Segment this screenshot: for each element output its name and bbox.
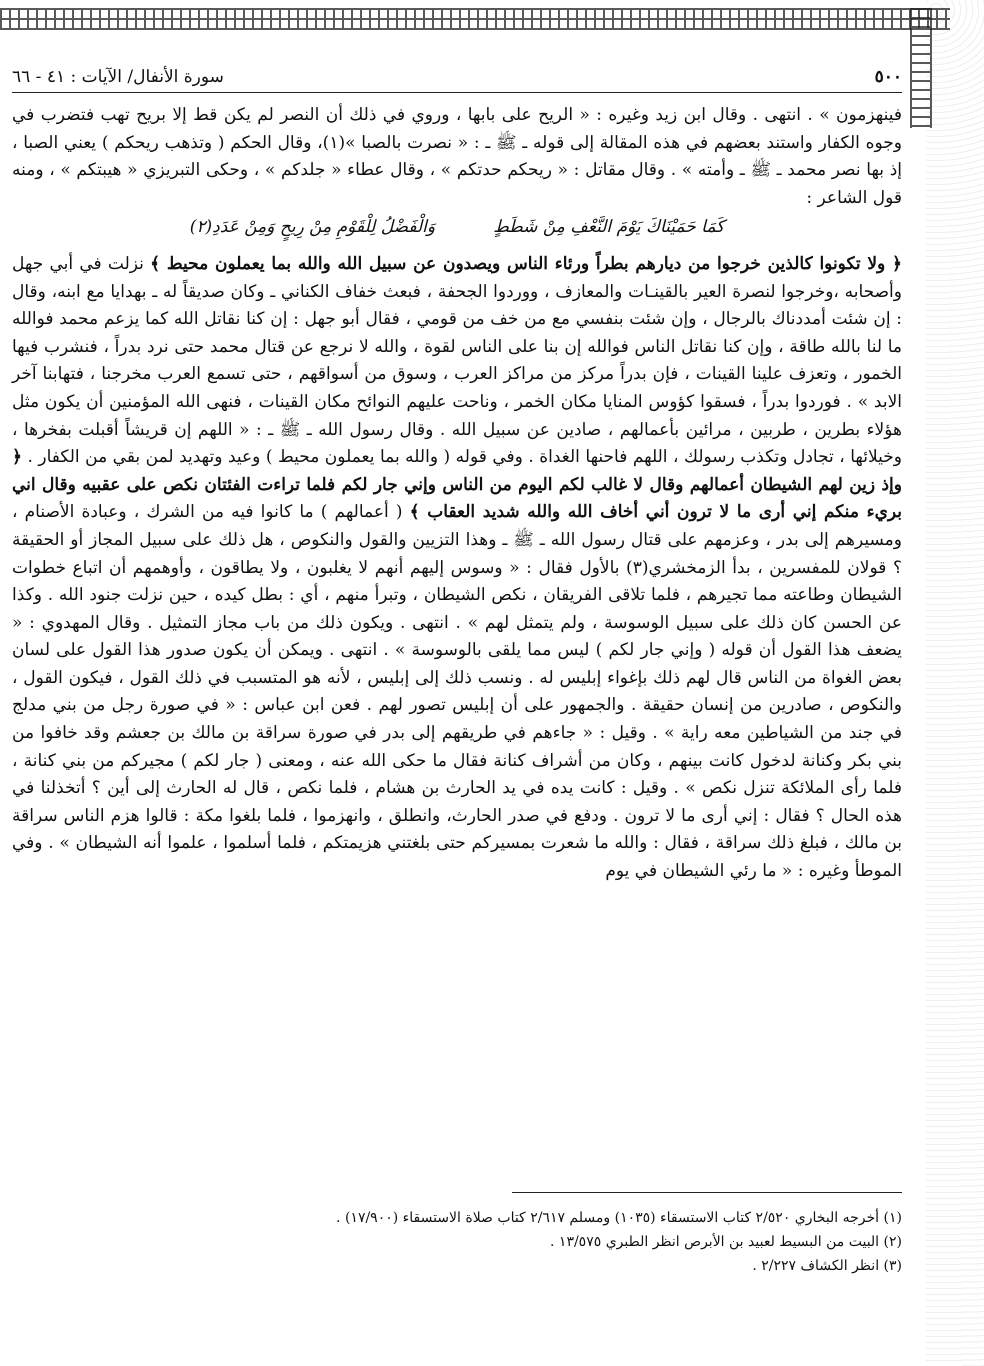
paragraph — [12, 251, 902, 886]
quran-verse: ﴿ ولا تكونوا كالذين خرجوا من ديارهم بطراً ورئاء الناس ويصدون عن سبيل الله والله بما يعملون محيط ﴾ — [150, 253, 902, 274]
decorative-top-border — [0, 8, 950, 30]
page-number: ٥٠٠ — [874, 67, 902, 87]
paragraph: فينهزمون » . انتهى . وقال ابن زيد وغيره : « الريح على بابها ، وروي في ذلك أن النصر لم يكن قط إلا بريح تهب فتضرب في وجوه الكفار واستند بعضهم في هذه المقالة إلى قوله ـ ﷺ ـ : « نصرت بالصبا »(١)، وقال الحكم ( وتذهب ريحكم ) يعني الصبا ، إذ بها نصر محمد ـ ﷺ ـ وأمته » . وقال مقاتل : « ريحكم حدتكم » ، وقال عطاء « جلدكم » ، وحكى التبريزي « هيبتكم » ، ومنه قول الشاعر : — [12, 105, 902, 208]
footnotes — [12, 1206, 902, 1278]
poem-hemistich: كَمَا حَمَيْنَاكَ يَوْمَ النَّعْفِ مِنْ شَطَطٍ — [493, 217, 725, 238]
quran-verse: ﴿ وإذ زين لهم الشيطان أعمالهم وقال لا غالب لكم اليوم من الناس وإني جار لكم فلما تراءت الفئتان نكص على عقبيه وقال اني بريء منكم إني أرى ما لا ترون أني أخاف الله والله شديد العقاب ﴾ — [12, 447, 902, 523]
running-title: سورة الأنفال/ الآيات : ٤١ - ٦٦ — [12, 67, 224, 87]
footnote: (٢) البيت من البسيط لعبيد بن الأبرص انظر الطبري ١٣/٥٧٥ . — [550, 1234, 902, 1250]
poem-hemistich: وَالْفَضْلُ لِلْقَوْمِ مِنْ رِيحٍ وَمِنْ عَدَدِ(٢) — [189, 217, 436, 238]
main-text — [12, 102, 902, 886]
footnote-divider — [512, 1192, 902, 1193]
commentary: نزلت في أبي جهل وأصحابه ،وخرجوا لنصرة العير بالقينـات والمعازف ، ووردوا الجحفة ، فبعث خفاف الكناني ـ وكان صديقاً له ـ بهدايا مع ابنه، وقال : إن شئت أمددناك بالرجال ، وإن شئت بنفسي مع من خف من قومي ، فقال أبو جهل : إن كنا نقاتل الله كما يزعم محمد فوالله ما لنا بالله طاقة ، وإن كنا نقاتل الناس فوالله إن بنا على الناس لقوة ، والله لا نرجع عن قتال محمد حتى نرد بدراً ، فنشرب فيها الخمور ، وتعزف علينا القينات ، فإن بدراً مركز من مراكز العرب ، وسوق من أسواقهم ، حتى تسمع العرب مخرجنا ، فتهابنا آخر الابد » . فوردوا بدراً ، فسقوا كؤوس المنايا مكان الخمر ، وناحت عليهم النوائح مكان القينات ، فنهى الله المؤمنين أن يكون مثل هؤلاء بطرين ، طربين ، مرائين بأعمالهم ، صادين عن سبيل الله . وقال رسول الله ـ ﷺ ـ : « اللهم إن قريشاً أقبلت بفخرها ، وخيلائها ، تجادل وتكذب رسولك ، اللهم فاحنها الغداة . وفي قوله ( والله بما يعملون محيط ) وعيد وتهديد لمن بقي من الكفار . — [12, 253, 902, 468]
footnote: (٣) انظر الكشاف ٢/٢٢٧ . — [752, 1258, 902, 1274]
page-header — [12, 62, 902, 93]
decorative-side-border — [910, 8, 932, 128]
commentary: ( أعمالهم ) ما كانوا فيه من الشرك ، وعبادة الأصنام ، ومسيرهم إلى بدر ، وعزمهم على قتال رسول الله ـ ﷺ ـ وهذا التزيين والقول والنكوص ، هل ذلك على سبيل المجاز أو الحقيقة ؟ قولان للمفسرين ، بدأ الزمخشري(٣) بالأول فقال : « وسوس إليهم أنهم لا يغلبون ، ولا يطاقون ، وأوهمهم أن اتباع خطوات الشيطان وطاعته مما تجيرهم ، فلما تلاقى الفريقان ، نكص الشيطان ، وتبرأ منهم ، أي : بطل كيده ، حين نزلت جنود الله . وكذا عن الحسن كان ذلك على سبيل الوسوسة ، ولم يتمثل لهم » . انتهى . ويكون ذلك من باب مجاز التمثيل . وقال المهدوي : « يضعف هذا القول أن قوله ( وإني جار لكم ) ليس مما يلقى بالوسوسة » . انتهى . ويمكن أن يكون صدور هذا القول على لسان بعض الغواة من الناس قال لهم ذلك بإغواء إبليس له . ونسب ذلك إلى إبليس ، لأنه هو المتسبب في ذلك القول ، فيكون القول ، والنكوص ، صادرين من إنسان حقيقة . والجمهور على أن إبليس تصور لهم . فعن ابن عباس : « في صورة رجل من بني مدلج في جند من الشياطين معه راية » . وقيل : « جاءهم في طريقهم إلى بدر في صورة سراقة بن مالك بن جعشم وقد خافوا من بني بكر وكنانة لدخول كانت بينهم ، وكان من أشراف كنانة فقال ما حكى الله عنه ، ومعنى ( جار لكم ) مجيركم من بني كنانة ، فلما رأى الملائكة تنزل نكص » . وقيل : كانت يده في يد الحارث بن هشام ، فلما نكص ، قال له الحارث إلى أين ؟ أتخذلنا في هذه الحال ؟ فقال : إني أرى ما لا ترون . ودفع في صدر الحارث، وانطلق ، وانهزموا ، فلما بلغوا مكة : قالوا هزم الناس سراقة بن مالك ، فبلغ ذلك سراقة ، فقال : والله ما شعرت بمسيركم حتى بلغتني هزيمتكم ، فلما أسلموا ، علموا أنه الشيطان » . وفي الموطأ وغيره : « ما رئي الشيطان في يوم — [12, 502, 902, 882]
scan-margin-noise — [926, 0, 984, 1366]
poem-verse — [12, 214, 902, 242]
footnote: (١) أخرجه البخاري ٢/٥٢٠ كتاب الاستسقاء (١٠٣٥) ومسلم ٢/٦١٧ كتاب صلاة الاستسقاء (١٧/٩٠٠) . — [336, 1210, 902, 1226]
